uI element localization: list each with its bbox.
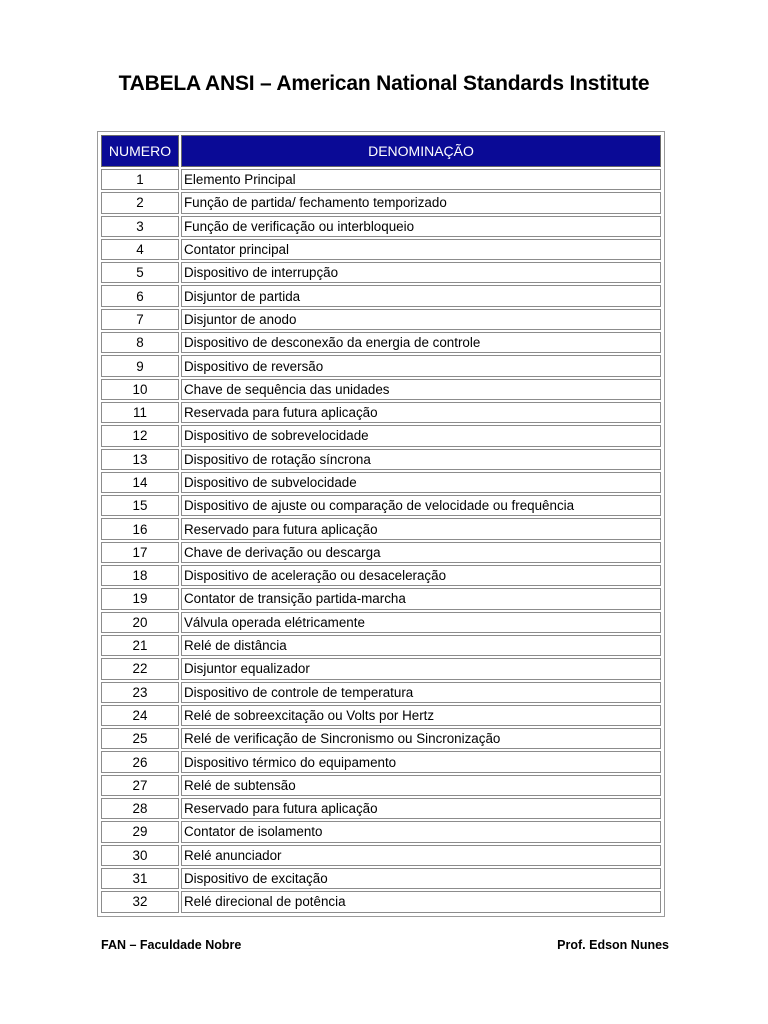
- table-row: [101, 845, 661, 866]
- cell-denominacao: Chave de derivação ou descarga: [181, 542, 661, 563]
- cell-numero: 18: [101, 565, 179, 586]
- cell-numero: 13: [101, 449, 179, 470]
- cell-denominacao: Contator de transição partida-marcha: [181, 588, 661, 609]
- table-row: [101, 192, 661, 213]
- table-row: [101, 588, 661, 609]
- table-header-row: [101, 135, 661, 167]
- table-row: [101, 402, 661, 423]
- cell-numero: 12: [101, 425, 179, 446]
- cell-numero: 26: [101, 751, 179, 772]
- cell-numero: 20: [101, 612, 179, 633]
- cell-denominacao: Reservada para futura aplicação: [181, 402, 661, 423]
- table-row: [101, 425, 661, 446]
- cell-numero: 15: [101, 495, 179, 516]
- cell-numero: 27: [101, 775, 179, 796]
- cell-numero: 19: [101, 588, 179, 609]
- cell-numero: 5: [101, 262, 179, 283]
- table-row: [101, 262, 661, 283]
- cell-denominacao: Dispositivo de sobrevelocidade: [181, 425, 661, 446]
- table-row: [101, 472, 661, 493]
- table-row: [101, 285, 661, 306]
- cell-numero: 11: [101, 402, 179, 423]
- table-row: [101, 798, 661, 819]
- table-row: [101, 332, 661, 353]
- cell-numero: 23: [101, 682, 179, 703]
- cell-denominacao: Relé anunciador: [181, 845, 661, 866]
- cell-denominacao: Dispositivo de subvelocidade: [181, 472, 661, 493]
- cell-numero: 9: [101, 355, 179, 376]
- cell-denominacao: Reservado para futura aplicação: [181, 798, 661, 819]
- cell-denominacao: Disjuntor de anodo: [181, 309, 661, 330]
- table-row: [101, 565, 661, 586]
- table-row: [101, 682, 661, 703]
- table-row: [101, 821, 661, 842]
- cell-denominacao: Função de verificação ou interbloqueio: [181, 216, 661, 237]
- table-row: [101, 216, 661, 237]
- table-row: [101, 705, 661, 726]
- cell-denominacao: Contator principal: [181, 239, 661, 260]
- cell-numero: 3: [101, 216, 179, 237]
- cell-numero: 10: [101, 379, 179, 400]
- cell-numero: 7: [101, 309, 179, 330]
- cell-denominacao: Chave de sequência das unidades: [181, 379, 661, 400]
- footer-author: Prof. Edson Nunes: [557, 938, 669, 952]
- cell-numero: 6: [101, 285, 179, 306]
- table-row: [101, 775, 661, 796]
- page-title: TABELA ANSI – American National Standards Institute: [118, 72, 650, 95]
- cell-denominacao: Dispositivo de aceleração ou desaceleração: [181, 565, 661, 586]
- cell-denominacao: Dispositivo de ajuste ou comparação de velocidade ou frequência: [181, 495, 661, 516]
- cell-denominacao: Elemento Principal: [181, 169, 661, 190]
- cell-denominacao: Dispositivo de excitação: [181, 868, 661, 889]
- cell-numero: 29: [101, 821, 179, 842]
- cell-denominacao: Dispositivo de interrupção: [181, 262, 661, 283]
- cell-numero: 4: [101, 239, 179, 260]
- cell-denominacao: Dispositivo de rotação síncrona: [181, 449, 661, 470]
- ansi-table-frame: [97, 131, 665, 917]
- cell-numero: 24: [101, 705, 179, 726]
- cell-numero: 1: [101, 169, 179, 190]
- column-header-numero: NUMERO: [101, 135, 179, 167]
- table-row: [101, 518, 661, 539]
- cell-numero: 21: [101, 635, 179, 656]
- cell-numero: 8: [101, 332, 179, 353]
- cell-numero: 14: [101, 472, 179, 493]
- table-row: [101, 612, 661, 633]
- cell-numero: 25: [101, 728, 179, 749]
- table-row: [101, 728, 661, 749]
- cell-denominacao: Dispositivo de desconexão da energia de controle: [181, 332, 661, 353]
- cell-denominacao: Dispositivo térmico do equipamento: [181, 751, 661, 772]
- cell-denominacao: Reservado para futura aplicação: [181, 518, 661, 539]
- cell-numero: 16: [101, 518, 179, 539]
- table-row: [101, 635, 661, 656]
- cell-denominacao: Disjuntor de partida: [181, 285, 661, 306]
- cell-numero: 22: [101, 658, 179, 679]
- cell-numero: 17: [101, 542, 179, 563]
- cell-denominacao: Dispositivo de controle de temperatura: [181, 682, 661, 703]
- table-row: [101, 449, 661, 470]
- column-header-denominacao: DENOMINAÇÃO: [181, 135, 661, 167]
- cell-denominacao: Contator de isolamento: [181, 821, 661, 842]
- cell-numero: 28: [101, 798, 179, 819]
- cell-numero: 2: [101, 192, 179, 213]
- table-row: [101, 542, 661, 563]
- cell-numero: 31: [101, 868, 179, 889]
- table-row: [101, 169, 661, 190]
- cell-denominacao: Relé de verificação de Sincronismo ou Sincronização: [181, 728, 661, 749]
- ansi-table: [99, 133, 663, 915]
- cell-denominacao: Relé de sobreexcitação ou Volts por Hertz: [181, 705, 661, 726]
- table-row: [101, 868, 661, 889]
- cell-denominacao: Disjuntor equalizador: [181, 658, 661, 679]
- cell-denominacao: Relé de subtensão: [181, 775, 661, 796]
- table-row: [101, 355, 661, 376]
- cell-denominacao: Válvula operada elétricamente: [181, 612, 661, 633]
- cell-denominacao: Dispositivo de reversão: [181, 355, 661, 376]
- table-row: [101, 658, 661, 679]
- table-row: [101, 239, 661, 260]
- cell-denominacao: Função de partida/ fechamento temporizado: [181, 192, 661, 213]
- cell-denominacao: Relé direcional de potência: [181, 891, 661, 912]
- table-row: [101, 891, 661, 912]
- table-row: [101, 379, 661, 400]
- cell-numero: 32: [101, 891, 179, 912]
- cell-denominacao: Relé de distância: [181, 635, 661, 656]
- table-row: [101, 751, 661, 772]
- table-body: [101, 169, 661, 913]
- cell-numero: 30: [101, 845, 179, 866]
- table-row: [101, 495, 661, 516]
- table-row: [101, 309, 661, 330]
- footer-institution: FAN – Faculdade Nobre: [101, 938, 242, 952]
